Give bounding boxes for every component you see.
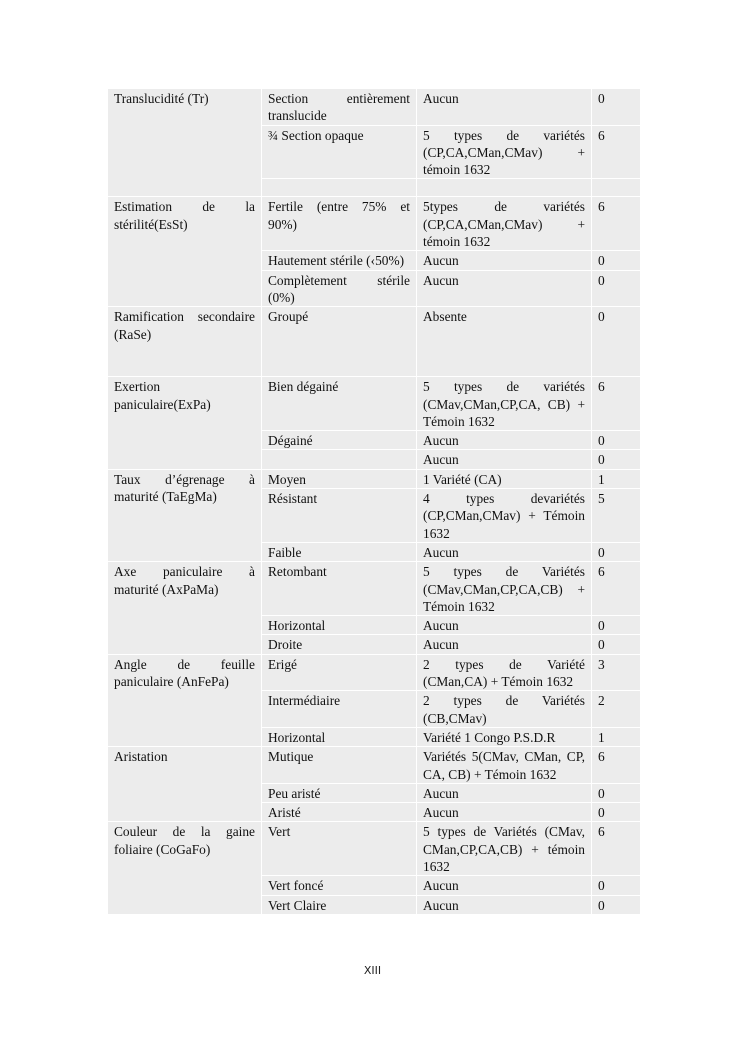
count-cell: 6 — [592, 197, 641, 251]
trait-name: Translucidité (Tr) — [108, 89, 262, 197]
trait-name: Angle de feuille paniculaire (AnFePa) — [108, 654, 262, 746]
varieties-cell: Variété 1 Congo P.S.D.R — [417, 727, 592, 746]
count-cell: 0 — [592, 635, 641, 654]
count-cell: 0 — [592, 783, 641, 802]
trait-description: Faible — [262, 542, 417, 561]
varieties-cell: 2 types de Variété (CMan,CA) + Témoin 1632 — [417, 654, 592, 691]
trait-description: Complètement stérile (0%) — [262, 270, 417, 307]
trait-description: Intermédiaire — [262, 691, 417, 728]
count-cell: 0 — [592, 89, 641, 126]
trait-description: Horizontal — [262, 727, 417, 746]
count-cell: 6 — [592, 562, 641, 616]
trait-description: Fertile (entre 75% et 90%) — [262, 197, 417, 251]
trait-description: ¾ Section opaque — [262, 125, 417, 179]
varieties-cell: 5 types de Variétés (CMav, CMan,CP,CA,CB) + témoin 1632 — [417, 822, 592, 876]
count-cell: 0 — [592, 876, 641, 895]
trait-description: Vert Claire — [262, 895, 417, 914]
table-row — [108, 377, 641, 431]
trait-description: Peu aristé — [262, 783, 417, 802]
varieties-cell: Variétés 5(CMav, CMan, CP, CA, CB) + Témoin 1632 — [417, 747, 592, 784]
count-cell: 0 — [592, 251, 641, 270]
varieties-cell — [417, 179, 592, 197]
count-cell: 6 — [592, 377, 641, 431]
count-cell: 6 — [592, 747, 641, 784]
table-row — [108, 654, 641, 691]
count-cell: 0 — [592, 542, 641, 561]
varieties-cell: Aucun — [417, 431, 592, 450]
count-cell: 0 — [592, 431, 641, 450]
varieties-cell: Aucun — [417, 895, 592, 914]
varieties-cell: Aucun — [417, 542, 592, 561]
trait-description: Groupé — [262, 307, 417, 377]
trait-name: Taux d’égrenage à maturité (TaEgMa) — [108, 469, 262, 561]
table-row — [108, 197, 641, 251]
trait-description: Droite — [262, 635, 417, 654]
table-row — [108, 747, 641, 784]
count-cell: 0 — [592, 270, 641, 307]
varieties-cell: 5 types de variétés (CP,CA,CMan,CMav) + témoin 1632 — [417, 125, 592, 179]
count-cell: 6 — [592, 125, 641, 179]
varieties-cell: 2 types de Variétés (CB,CMav) — [417, 691, 592, 728]
trait-description: Erigé — [262, 654, 417, 691]
trait-description: Mutique — [262, 747, 417, 784]
trait-name: Exertion paniculaire(ExPa) — [108, 377, 262, 469]
count-cell — [592, 179, 641, 197]
trait-description: Retombant — [262, 562, 417, 616]
varieties-cell: 5 types de variétés (CMav,CMan,CP,CA, CB) + Témoin 1632 — [417, 377, 592, 431]
varieties-cell: Aucun — [417, 450, 592, 469]
trait-description: Moyen — [262, 469, 417, 488]
trait-description — [262, 179, 417, 197]
table-row — [108, 562, 641, 616]
varieties-cell: 5 types de Variétés (CMav,CMan,CP,CA,CB) + Témoin 1632 — [417, 562, 592, 616]
varieties-cell: Aucun — [417, 251, 592, 270]
page-number: XIII — [363, 964, 382, 977]
count-cell: 1 — [592, 727, 641, 746]
varieties-cell: Aucun — [417, 783, 592, 802]
trait-name: Ramification secondaire (RaSe) — [108, 307, 262, 377]
trait-description: Vert — [262, 822, 417, 876]
trait-description: Dégainé — [262, 431, 417, 450]
trait-description — [262, 450, 417, 469]
varieties-cell: Aucun — [417, 89, 592, 126]
count-cell: 6 — [592, 822, 641, 876]
count-cell: 2 — [592, 691, 641, 728]
table-row — [108, 89, 641, 126]
varieties-cell: Aucun — [417, 803, 592, 822]
count-cell: 3 — [592, 654, 641, 691]
trait-description: Hautement stérile (‹50%) — [262, 251, 417, 270]
varieties-cell: Aucun — [417, 616, 592, 635]
trait-description: Section entièrement translucide — [262, 89, 417, 126]
count-cell: 5 — [592, 489, 641, 543]
trait-name: Estimation de la stérilité(EsSt) — [108, 197, 262, 307]
varieties-cell: 4 types devariétés (CP,CMan,CMav) + Témoin 1632 — [417, 489, 592, 543]
trait-description: Vert foncé — [262, 876, 417, 895]
count-cell: 0 — [592, 616, 641, 635]
count-cell: 0 — [592, 895, 641, 914]
varieties-cell: Aucun — [417, 876, 592, 895]
trait-description: Résistant — [262, 489, 417, 543]
count-cell: 1 — [592, 469, 641, 488]
trait-name: Aristation — [108, 747, 262, 822]
trait-description: Horizontal — [262, 616, 417, 635]
trait-table — [107, 88, 641, 915]
varieties-cell: Aucun — [417, 270, 592, 307]
count-cell: 0 — [592, 450, 641, 469]
varieties-cell: 1 Variété (CA) — [417, 469, 592, 488]
count-cell: 0 — [592, 803, 641, 822]
trait-name: Couleur de la gaine foliaire (CoGaFo) — [108, 822, 262, 914]
table-row — [108, 822, 641, 876]
table-row — [108, 307, 641, 377]
table-row — [108, 469, 641, 488]
varieties-cell: Absente — [417, 307, 592, 377]
trait-description: Aristé — [262, 803, 417, 822]
varieties-cell: 5types de variétés (CP,CA,CMan,CMav) + témoin 1632 — [417, 197, 592, 251]
trait-name: Axe paniculaire à maturité (AxPaMa) — [108, 562, 262, 654]
count-cell: 0 — [592, 307, 641, 377]
varieties-cell: Aucun — [417, 635, 592, 654]
trait-description: Bien dégainé — [262, 377, 417, 431]
